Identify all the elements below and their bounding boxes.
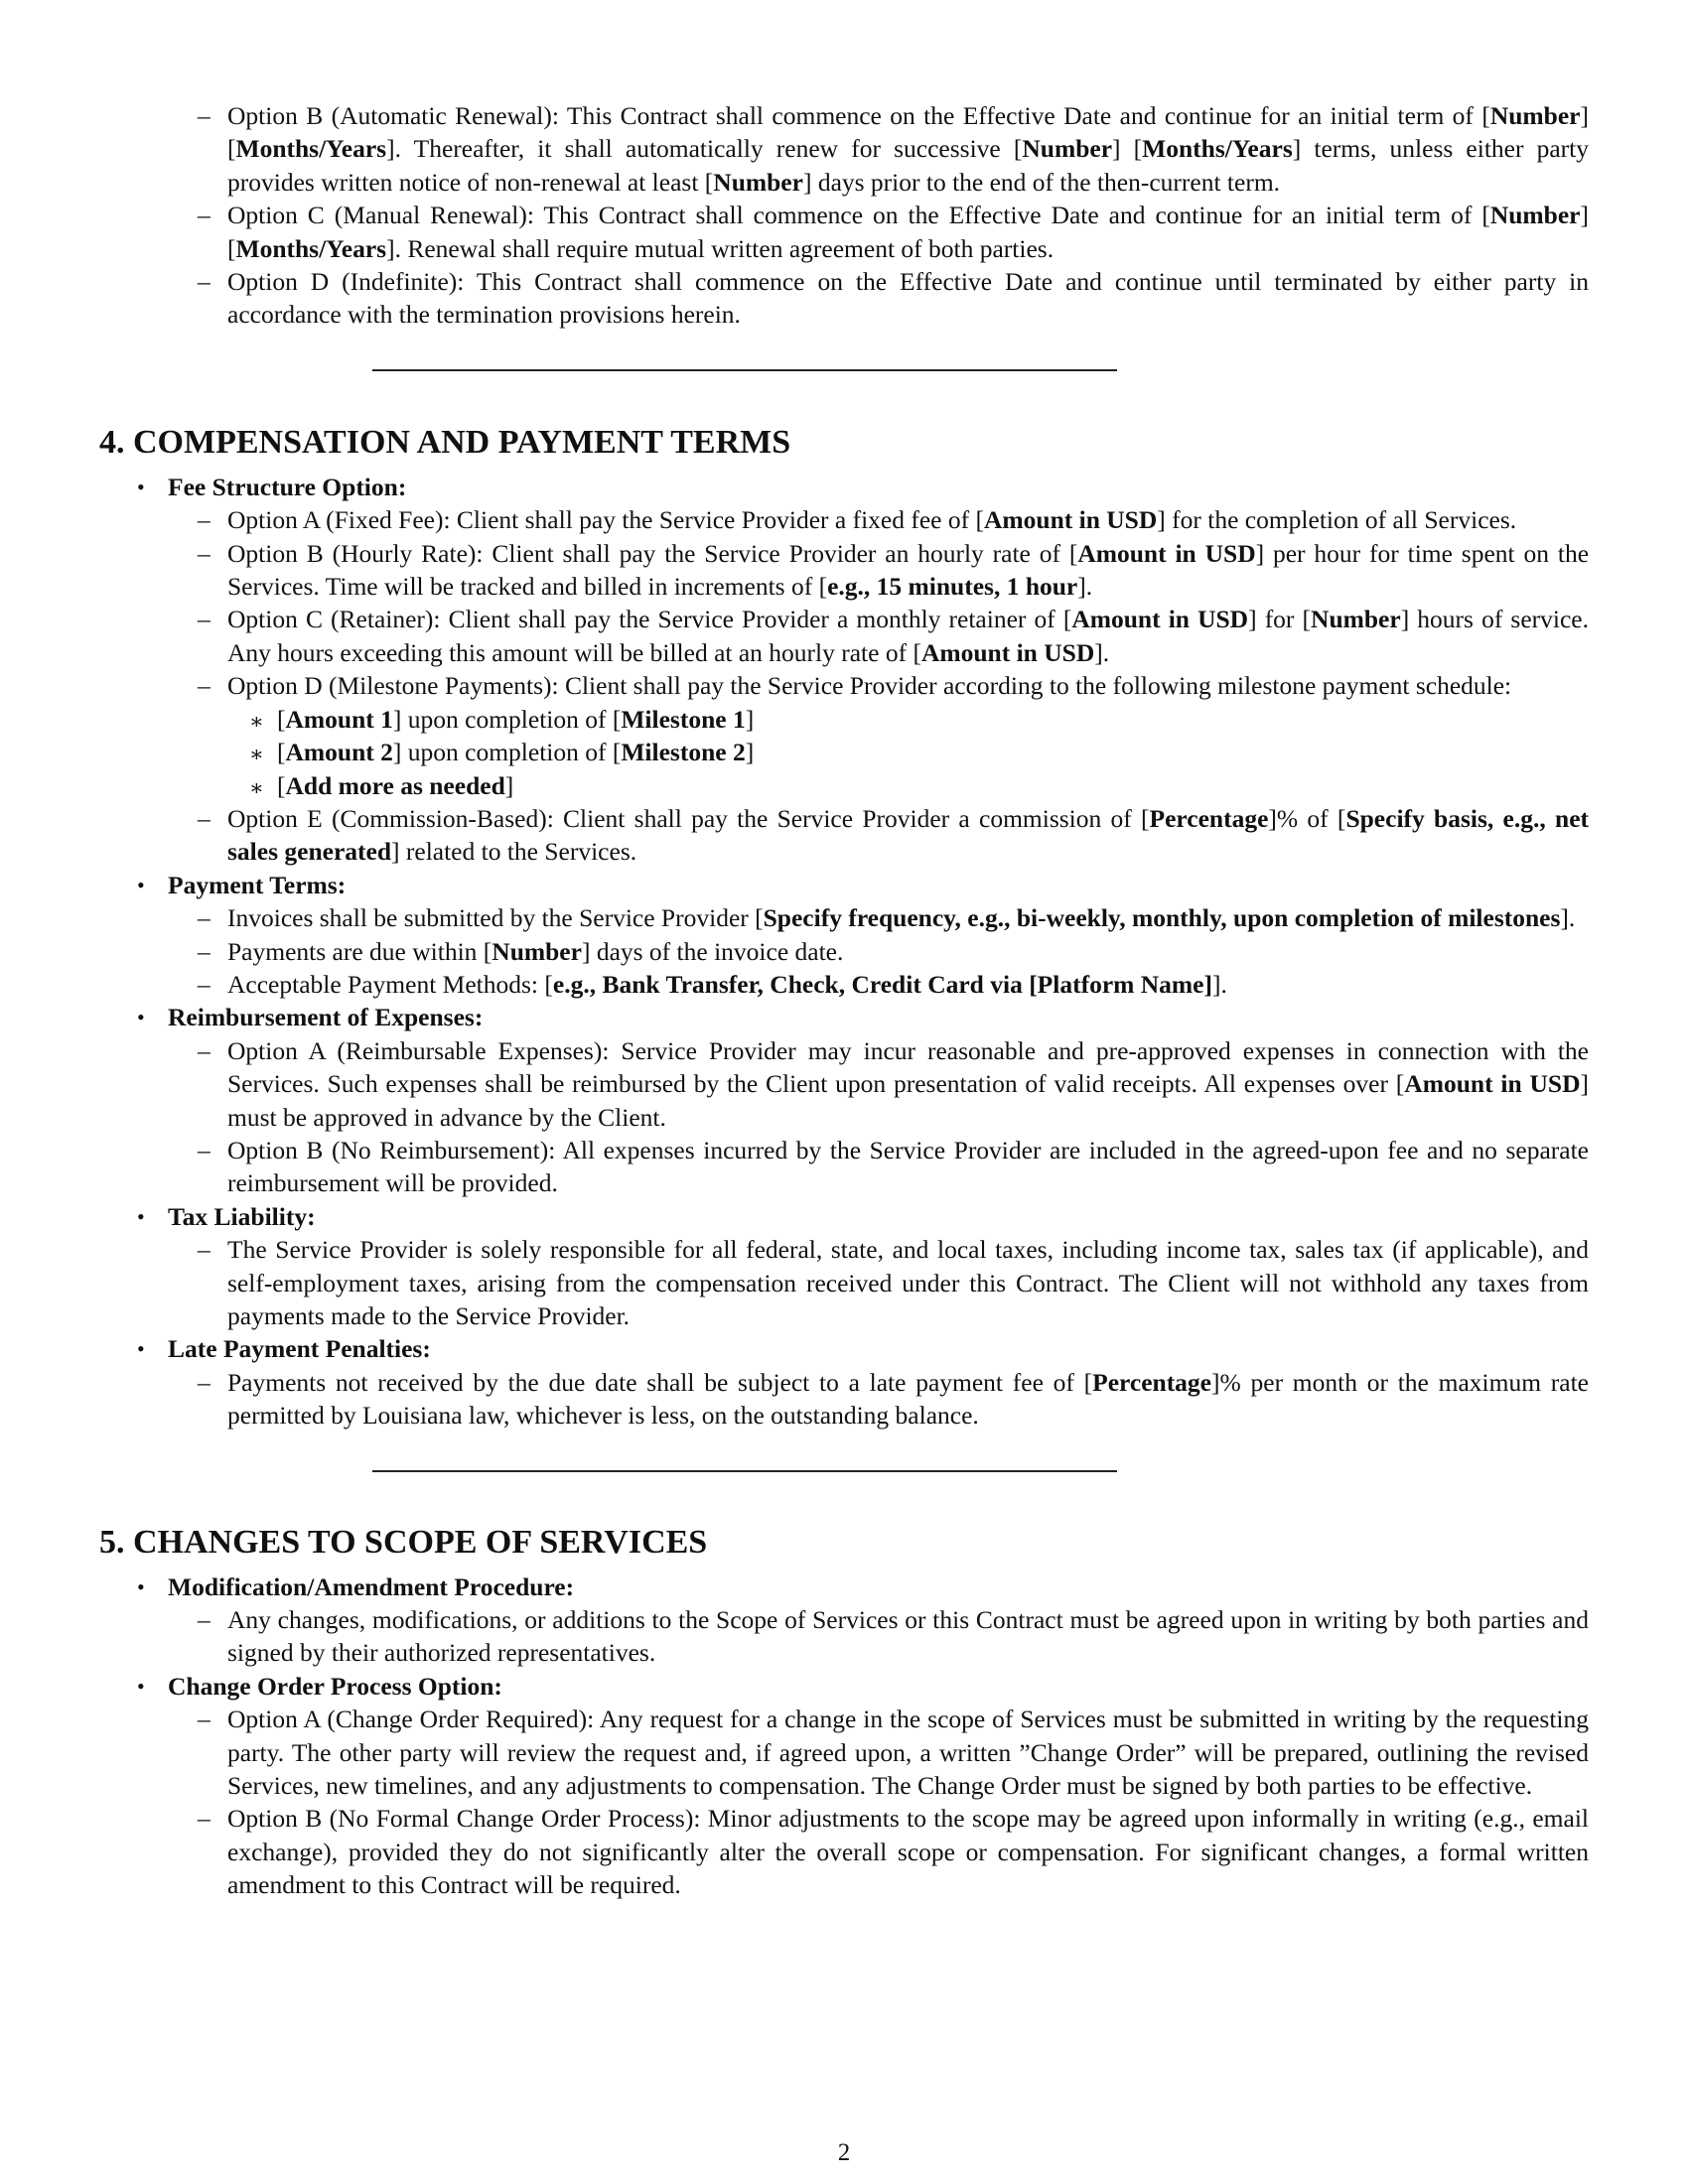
payment-terms-item: [99, 869, 1589, 1002]
modification-text-item: [198, 1603, 1589, 1670]
dash-marker: –: [198, 101, 211, 130]
change-option-b-text: Option B (No Formal Change Order Process): Minor adjustments to the scope may be agreed upon informally in writing (e.g., email exchange), provided they do not significantly alter the overall scope or compensation. For significant changes, a formal written amendment to this Contract will be required.: [227, 1804, 1589, 1900]
bold-placeholder: e.g., Bank Transfer, Check, Credit Card via [Platform Name]: [552, 969, 1212, 999]
tax-text-item: [198, 1233, 1589, 1332]
bold-placeholder: Amount 1: [285, 704, 393, 734]
reimbursement-label: Reimbursement of Expenses:: [168, 1003, 484, 1032]
bullet-marker: •: [137, 1673, 145, 1699]
milestone-list: [227, 703, 1589, 802]
late-payment-item: [99, 1332, 1589, 1432]
bold-placeholder: Percentage: [1092, 1367, 1212, 1397]
bullet-marker: •: [137, 1203, 145, 1229]
methods-term: [198, 968, 1589, 1001]
dash-marker: –: [198, 538, 211, 568]
segmented-text: Option B (Automatic Renewal): This Contract shall commence on the Effective Date and continue for an initial term of [Number] [Months/Years]. Thereafter, it shall automatically renew for successive [Number] [Months/Years] terms, unless either party provides written notice of non-renewal at least [Number] days prior to the end of the then-current term.: [227, 101, 1589, 197]
late-payment-list: [168, 1366, 1589, 1433]
bold-placeholder: Milestone 1: [621, 704, 746, 734]
bold-placeholder: Amount in USD: [920, 637, 1095, 667]
fee-option-d-text: Option D (Milestone Payments): Client shall pay the Service Provider according to the following milestone payment schedule:: [227, 671, 1512, 701]
term-options-list: [99, 99, 1589, 332]
dash-marker: –: [198, 605, 211, 634]
term-option-c: [198, 199, 1589, 265]
change-option-a: [198, 1703, 1589, 1802]
reimburse-option-b: [198, 1134, 1589, 1200]
bold-placeholder: Percentage: [1149, 803, 1269, 833]
reimburse-option-b-text: Option B (No Reimbursement): All expenses incurred by the Service Provider are included in the agreed-upon fee and no separate reimbursement will be provided.: [227, 1135, 1589, 1198]
bold-placeholder: Number: [1311, 605, 1401, 634]
tax-text: The Service Provider is solely responsible for all federal, state, and local taxes, including income tax, sales tax (if applicable), and self-employment taxes, arising from the compensation received under this Contract. The Client will not withhold any taxes from payments made to the Service Provider.: [227, 1235, 1589, 1330]
change-option-a-text: Option A (Change Order Required): Any request for a change in the scope of Services must be submitted in writing by the requesting party. The other party will review the request and, if agreed upon, a written ”Change Order” will be prepared, outlining the revised Services, new timelines, and any adjustments to compensation. The Change Order must be signed by both parties to be effective.: [227, 1705, 1589, 1801]
asterisk-marker: ∗: [249, 742, 264, 767]
dash-marker: –: [198, 267, 211, 297]
modification-label: Modification/Amendment Procedure:: [168, 1571, 575, 1601]
segmented-text: [Amount 2] upon completion of [Milestone 2]: [277, 738, 755, 767]
bold-placeholder: Months/Years: [235, 233, 387, 263]
bullet-marker: •: [137, 474, 145, 499]
tax-liability-label: Tax Liability:: [168, 1201, 316, 1231]
dash-marker: –: [198, 903, 211, 933]
bullet-marker: •: [137, 872, 145, 897]
dash-marker: –: [198, 1605, 211, 1635]
fee-option-e: [198, 802, 1589, 869]
reimbursement-item: [99, 1001, 1589, 1199]
bullet-marker: •: [137, 1005, 145, 1030]
bold-placeholder: Amount in USD: [1071, 605, 1249, 634]
segmented-text: Option B (Hourly Rate): Client shall pay the Service Provider an hourly rate of [Amount in USD] per hour for time spent on the Services. Time will be tracked and billed in increments of [e.g., 15 minutes, 1 hour].: [227, 538, 1590, 602]
tax-list: [168, 1233, 1589, 1332]
late-payment-label: Late Payment Penalties:: [168, 1334, 431, 1364]
asterisk-marker: ∗: [249, 774, 264, 800]
bullet-marker: •: [137, 1573, 145, 1599]
bold-placeholder: Milestone 2: [621, 738, 746, 767]
reimburse-option-a: [198, 1034, 1589, 1134]
section-divider: [372, 369, 1117, 371]
dash-marker: –: [198, 1235, 211, 1265]
dash-marker: –: [198, 936, 211, 966]
fee-structure-item: [99, 471, 1589, 869]
dash-marker: –: [198, 1705, 211, 1734]
segmented-text: Payments not received by the due date shall be subject to a late payment fee of [Percentage]% per month or the maximum rate permitted by Louisiana law, whichever is less, on the outstanding balance.: [227, 1367, 1589, 1431]
document-content: [99, 99, 1589, 1902]
dash-marker: –: [198, 1035, 211, 1065]
bold-placeholder: e.g., 15 minutes, 1 hour: [827, 572, 1078, 602]
dash-marker: –: [198, 1367, 211, 1397]
segmented-text: Option A (Fixed Fee): Client shall pay the Service Provider a fixed fee of [Amount in USD] for the completion of all Services.: [227, 505, 1517, 535]
due-term: [198, 935, 1589, 968]
bold-placeholder: Amount in USD: [1404, 1069, 1581, 1099]
fee-option-b: [198, 537, 1590, 604]
bold-placeholder: Number: [713, 167, 803, 197]
section-divider: [372, 1470, 1117, 1472]
bold-placeholder: Specify basis, e.g., net sales generated: [227, 803, 1589, 867]
bold-placeholder: Number: [1022, 134, 1113, 164]
dash-marker: –: [198, 505, 211, 535]
asterisk-marker: ∗: [249, 708, 264, 734]
bold-placeholder: Amount in USD: [983, 505, 1158, 535]
fee-option-a: [198, 503, 1589, 536]
bullet-marker: •: [137, 1336, 145, 1362]
late-payment-text-item: [198, 1366, 1589, 1433]
segmented-text: Option C (Retainer): Client shall pay the Service Provider a monthly retainer of [Amount in USD] for [Number] hours of service. Any hours exceeding this amount will be billed at an hourly rate of [Amount in USD].: [227, 605, 1589, 667]
term-option-b: [198, 99, 1589, 199]
milestone-item: [249, 703, 1589, 736]
segmented-text: [Add more as needed]: [277, 770, 514, 800]
bold-placeholder: Number: [1489, 201, 1581, 230]
modification-text: Any changes, modifications, or additions to the Scope of Services or this Contract must be agreed upon in writing by both parties and signed by their authorized representatives.: [227, 1605, 1589, 1668]
dash-marker: –: [198, 671, 211, 701]
milestone-item: [249, 769, 1589, 802]
segmented-text: Option E (Commission-Based): Client shall pay the Service Provider a commission of [Percentage]% of [Specify basis, e.g., net sales generated] related to the Services.: [227, 803, 1589, 867]
bold-placeholder: Amount in USD: [1077, 538, 1256, 568]
fee-option-d: [198, 669, 1589, 802]
term-option-d-text: Option D (Indefinite): This Contract shall commence on the Effective Date and continue until terminated by either party in accordance with the termination provisions herein.: [227, 267, 1589, 330]
milestone-item: [249, 736, 1589, 768]
bold-placeholder: Specify frequency, e.g., bi-weekly, monthly, upon completion of milestones: [763, 903, 1561, 933]
change-order-label: Change Order Process Option:: [168, 1671, 502, 1701]
modification-item: [99, 1570, 1589, 1670]
bold-placeholder: Add more as needed: [285, 770, 505, 800]
change-option-b: [198, 1802, 1589, 1901]
section-5-list: [99, 1570, 1589, 1902]
segmented-text: Option A (Reimbursable Expenses): Service Provider may incur reasonable and pre-approved expenses in connection with the Services. Such expenses shall be reimbursed by the Client upon presentation of valid receipts. All expenses over [Amount in USD] must be approved in advance by the Client.: [227, 1035, 1589, 1132]
segmented-text: Payments are due within [Number] days of the invoice date.: [227, 936, 844, 966]
section-4-heading: 4. COMPENSATION AND PAYMENT TERMS: [99, 423, 791, 461]
payment-terms-label: Payment Terms:: [168, 870, 347, 899]
fee-structure-label: Fee Structure Option:: [168, 472, 407, 501]
bold-placeholder: Number: [1489, 101, 1581, 130]
segmented-text: [Amount 1] upon completion of [Milestone 1]: [277, 704, 755, 734]
segmented-text: Invoices shall be submitted by the Service Provider [Specify frequency, e.g., bi-weekly, monthly, upon completion of milestones].: [227, 903, 1576, 933]
dash-marker: –: [198, 201, 211, 230]
invoices-term: [198, 901, 1589, 934]
bold-placeholder: Amount 2: [285, 738, 393, 767]
dash-marker: –: [198, 803, 211, 833]
segmented-text: Acceptable Payment Methods: [e.g., Bank Transfer, Check, Credit Card via [Platform Name]].: [227, 969, 1227, 999]
fee-option-c: [198, 603, 1589, 669]
bold-placeholder: Months/Years: [1142, 134, 1293, 164]
section-5-heading: 5. CHANGES TO SCOPE OF SERVICES: [99, 1523, 708, 1561]
bold-placeholder: Months/Years: [235, 134, 387, 164]
dash-marker: –: [198, 1135, 211, 1164]
page-number: 2: [837, 2139, 851, 2166]
change-order-item: [99, 1670, 1589, 1902]
dash-marker: –: [198, 969, 211, 999]
segmented-text: Option C (Manual Renewal): This Contract shall commence on the Effective Date and continue for an initial term of [Number] [Months/Years]. Renewal shall require mutual written agreement of both parties.: [227, 201, 1589, 263]
dash-marker: –: [198, 1804, 211, 1834]
payment-terms-list: [168, 901, 1589, 1001]
term-option-d: [198, 265, 1589, 332]
change-order-list: [168, 1703, 1589, 1901]
reimbursement-list: [168, 1034, 1589, 1200]
bold-placeholder: Number: [492, 936, 582, 966]
tax-liability-item: [99, 1200, 1589, 1333]
fee-options-list: [168, 503, 1589, 868]
section-4-list: [99, 471, 1589, 1433]
modification-list: [168, 1603, 1589, 1670]
